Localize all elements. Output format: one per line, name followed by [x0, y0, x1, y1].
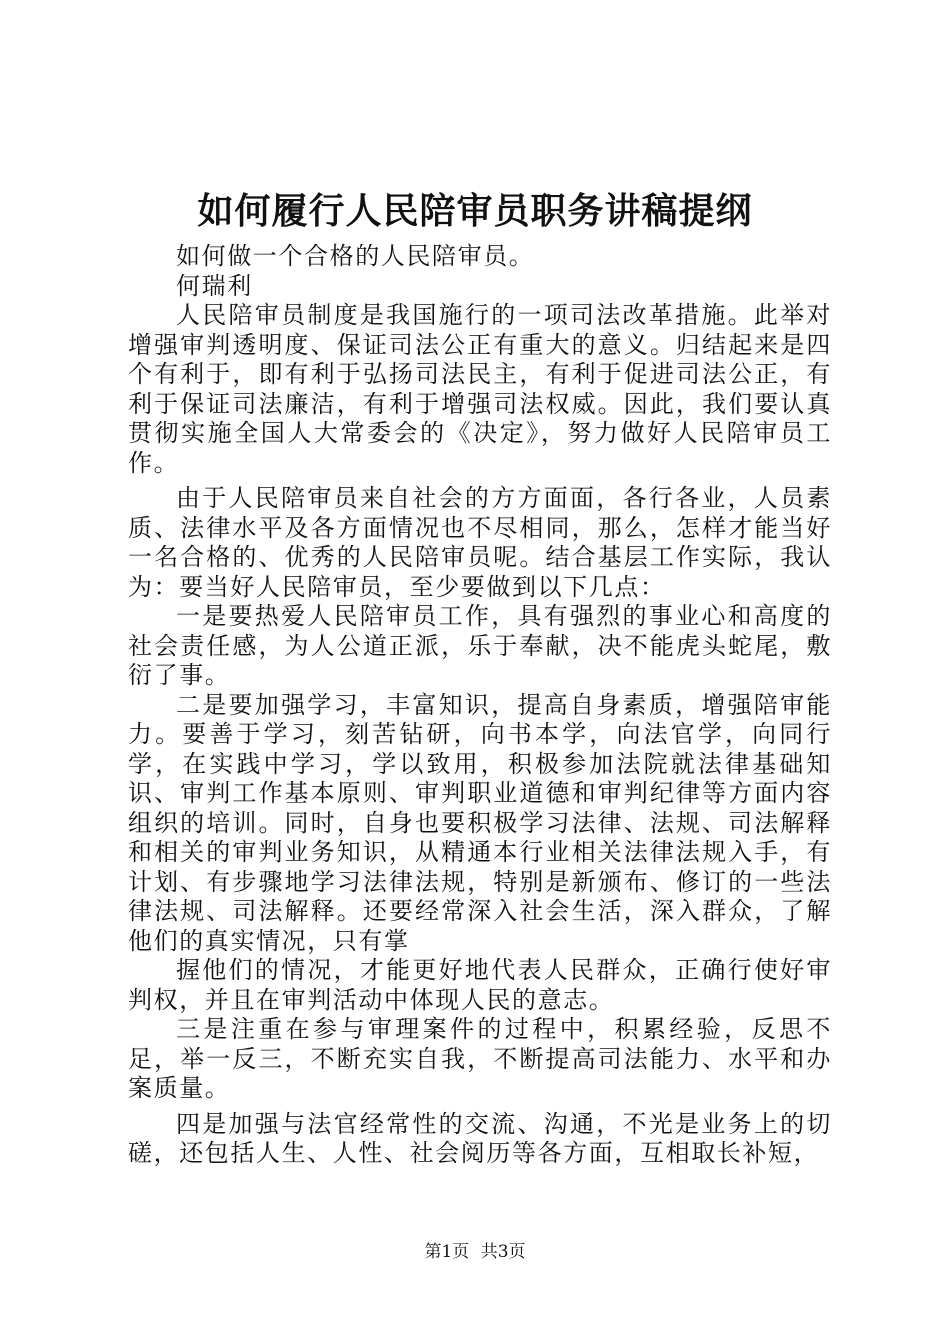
author-line: 何瑞利 [176, 271, 253, 300]
page-footer [0, 1240, 950, 1264]
paragraph-3: 一是要热爱人民陪审员工作，具有强烈的事业心和高度的社会责任感，为人公道正派，乐于奉献，决不能虎头蛇尾，敷衍了事。 [128, 602, 832, 689]
document-body [128, 242, 832, 1169]
paragraph-1: 人民陪审员制度是我国施行的一项司法改革措施。此举对增强审判透明度、保证司法公正有重大的意义。归结起来是四个有利于，即有利于弘扬司法民主，有利于促进司法公正，有利于保证司法廉洁，有利于增强司法权威。因此，我们要认真贯彻实施全国人大常委会的《决定》，努力做好人民陪审员工作。 [128, 301, 832, 477]
paragraph-2: 由于人民陪审员来自社会的方方面面，各行各业，人员素质、法律水平及各方面情况也不尽相同，那么，怎样才能当好一名合格的、优秀的人民陪审员呢。结合基层工作实际，我认为：要当好人民陪审员，至少要做到以下几点： [128, 484, 832, 601]
paragraph-6: 三是注重在参与审理案件的过程中，积累经验，反思不足，举一反三，不断充实自我，不断提高司法能力、水平和办案质量。 [128, 1015, 832, 1102]
page-number-total: 共3页 [480, 1242, 526, 1262]
paragraph-5: 握他们的情况，才能更好地代表人民群众，正确行使好审判权，并且在审判活动中体现人民的意志。 [128, 956, 832, 1014]
page-title: 如何履行人民陪审员职务讲稿提纲 [197, 190, 753, 232]
paragraph-4: 二是要加强学习，丰富知识，提高自身素质，增强陪审能力。要善于学习，刻苦钻研，向书本学，向法官学，向同行学，在实践中学习，学以致用，积极参加法院就法律基础知识、审判工作基本原则、审判职业道德和审判纪律等方面内容组织的培训。同时，自身也要积极学习法律、法规、司法解释和相关的审判业务知识，从精通本行业相关法律法规入手，有计划、有步骤地学习法律法规，特别是新颁布、修订的一些法律法规、司法解释。还要经常深入社会生活，深入群众，了解他们的真实情况，只有掌 [128, 690, 832, 955]
page-number-current: 第1页 [424, 1242, 470, 1262]
paragraph-7: 四是加强与法官经常性的交流、沟通，不光是业务上的切磋，还包括人生、人性、社会阅历等各方面，互相取长补短， [128, 1109, 832, 1167]
subtitle-line: 如何做一个合格的人民陪审员。 [176, 242, 535, 270]
